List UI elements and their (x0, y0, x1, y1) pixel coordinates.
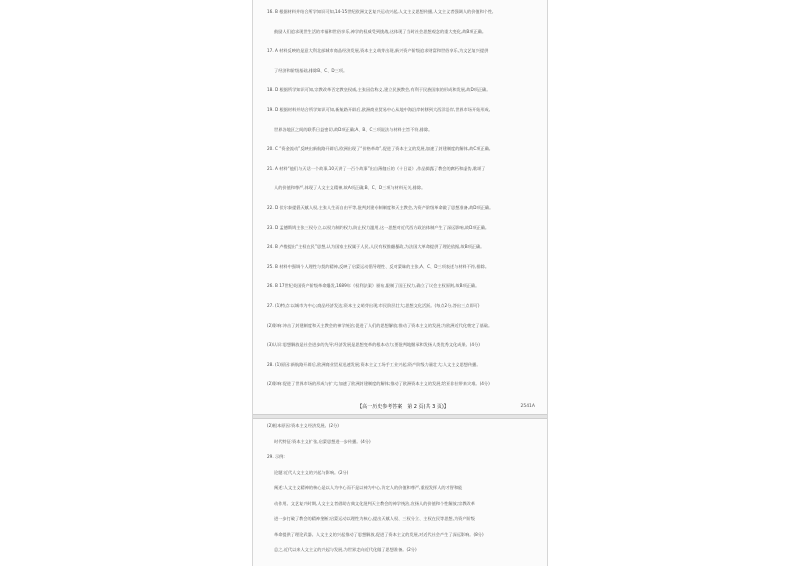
text-line: 论题:近代人文主义的兴起与影响。(2分) (274, 469, 349, 475)
text-line: (2)根本原因:资本主义经济发展。(2分) (267, 423, 339, 428)
text-line: 23. D 孟德斯鸠主张三权分立,以权力制约权力,防止权力滥用,这一思想对近代西方政治体制产生了深远影响,故D项正确。 (267, 224, 490, 230)
text-line: 19. D 根据材料并结合所学知识可知,新航路开辟后,欧洲商业贸易中心从地中海沿岸转移到大西洋沿岸,世界市场开始形成, (267, 106, 491, 112)
page-footer (267, 403, 539, 411)
text-line: 25. B 材料中强调个人理性与契约精神,反映了启蒙运动倡导理性、反对蒙昧的主张,A、C、D三项表述与材料不符,排除。 (267, 263, 490, 269)
footer-title: 【高一历史参考答案 第 2 页(共 3 页)】 (357, 404, 449, 410)
text-line: 了经济和阶级基础,排除B、C、D三项。 (274, 67, 348, 73)
text-line: 18. D 根据所学知识可知,宗教改革否定教皇权威,主张因信称义,建立民族教会,有利于民族国家的形成和发展,故D项正确。 (267, 87, 491, 93)
text-line: 时代特征:资本主义扩张,启蒙思想进一步传播。(4分) (274, 438, 371, 444)
page-1-text (267, 2, 539, 394)
text-line: 17. A 材料反映的是意大利北部城市商品经济发展,资本主义萌芽出现,新兴资产阶级追求财富和世俗享乐,为文艺复兴提供 (267, 48, 489, 54)
text-line: 动作用。文艺复兴时期,人文主义者借助古典文化批判天主教会的神学统治,宣扬人的价值和个性解放;宗教改革 (274, 500, 475, 506)
text-line: 21. A 材料“他们与天话一个故事,10天讲了一百个故事”出自薄伽丘的《十日谈》,作品揭露了教会的腐朽和虚伪,歌颂了 (267, 165, 486, 171)
text-line: 28. (1)原因:新航路开辟后,欧洲商业贸易迅速发展;资本主义工场手工业兴起;资产阶级力量壮大;人文主义思想传播。 (267, 361, 481, 367)
text-line: 革命提供了理论武器。人文主义的兴起推动了思想解放,促进了资本主义的发展,对近代社会产生了深远影响。(8分) (274, 531, 484, 537)
text-line: (2)影响:冲击了封建制度和天主教会的神学统治;促进了人们的思想解放;推动了资本主义的发展;为欧洲近代化奠定了基础。 (267, 322, 493, 328)
answer-page-2 (253, 418, 549, 566)
footer-code: 2541A (520, 404, 535, 409)
text-line: 阐述:人文主义精神的核心是以人为中心而不是以神为中心,肯定人的价值和尊严,重视发挥人的才智和能 (274, 485, 463, 490)
text-line: (3)认识:思想解放是社会进步的先导;经济发展是思想变革的根本动力;要批判地继承和发扬人类优秀文化成果。(4分) (267, 342, 480, 348)
text-line: 总之,近代以来人文主义的兴起与发展,为世界走向近代化做了思想准备。(2分) (274, 547, 417, 552)
text-line: (2)影响:促进了世界市场的形成与扩大;加速了欧洲封建制度的解体;推动了欧洲资本主义的发展;给亚非拉带来灾难。(4分) (267, 381, 490, 387)
answer-page-1 (253, 2, 549, 415)
text-line: 26. B 17世纪英国资产阶级革命爆发,1689年《权利法案》颁布,限制了国王权力,确立了议会主权原则,故B项正确。 (267, 283, 480, 289)
text-line: 世界各地区之间的联系日益密切,故D项正确;A、B、C三项说法与材料主旨不符,排除。 (274, 126, 433, 132)
text-line: 22. D 伏尔泰提倡天赋人权,主张人生而自由平等,批判封建专制制度和天主教会,为资产阶级革命做了思想准备,故D项正确。 (267, 204, 494, 210)
text-line: 29. 示例: (267, 454, 285, 459)
text-line: 16. B 根据材料并结合所学知识可知,14-15世纪欧洲文艺复兴运动兴起,人文主义思想传播,人文主义者强调人的价值和个性, (267, 9, 494, 14)
page-2-text (267, 418, 539, 558)
text-line: 进一步打破了教会的精神垄断;启蒙运动以理性为核心,提出天赋人权、三权分立、主权在民等思想,为资产阶级 (274, 516, 475, 521)
text-line: 27. (1)特点:以城市为中心;商品经济发达;资本主义萌芽出现;市民阶层壮大;思想文化活跃。(每点2分,答出三点即可) (267, 302, 480, 308)
text-line: 20. C “资金流动”反映出新航路开辟后,欧洲出现了“价格革命”,促进了资本主义的发展,加速了封建制度的解体,故C项正确。 (267, 146, 493, 152)
text-line: 人的价值和尊严,体现了人文主义精神,故A项正确;B、C、D三项与材料无关,排除。 (274, 185, 426, 191)
text-line: 鼓励人们追求现世生活的幸福和世俗享乐,神学的权威受到挑战,这体现了当时社会思想观念的重大变化,故B项正确。 (274, 28, 487, 34)
text-line: 24. B 卢梭提出“主权在民”思想,认为国家主权属于人民,人民有权推翻暴政,为法国大革命提供了理论依据,故B项正确。 (267, 244, 485, 250)
document-sheet (252, 0, 548, 566)
